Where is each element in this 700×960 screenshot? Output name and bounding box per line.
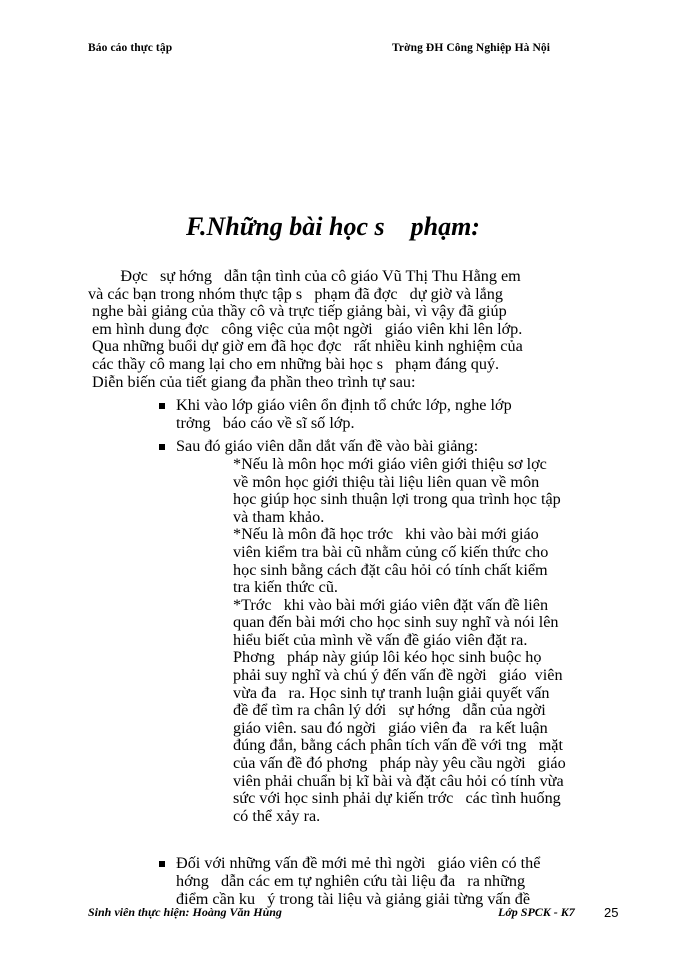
sub-item-line: của vấn đề đó phơng pháp này yêu cầu ngời giáo — [233, 754, 566, 773]
paragraph-line: Đợc sự hớng dẫn tận tình của cô giáo Vũ Thị Thu Hằng em — [88, 267, 521, 285]
page-number: 25 — [604, 905, 619, 920]
sub-item — [233, 456, 628, 526]
bullet-item — [88, 438, 628, 825]
bullet-line: Sau đó giáo viên dẫn dắt vấn đề vào bài giảng: — [176, 437, 479, 456]
header-left: Báo cáo thực tập — [88, 42, 173, 54]
paragraph-line: nghe bài giảng của thầy cô và trực tiếp giảng bài, vì vậy đã giúp — [88, 302, 507, 321]
paragraph-line: em hình dung đợc công việc của một ngời giáo viên khi lên lớp. — [88, 319, 523, 338]
bullet-line: Đối với những vấn đề mới mẻ thì ngời giáo viên có thể — [176, 854, 541, 873]
document-body — [88, 268, 628, 908]
bullet-line: hớng dẫn các em tự nghiên cứu tài liệu đa ra những — [176, 872, 526, 890]
sub-item-line: phải suy nghĩ và chú ý đến vấn đề ngời giáo viên — [233, 666, 563, 685]
sub-item-line: học giúp học sinh thuận lợi trong qua trình học tập — [233, 490, 561, 509]
paragraph-line: các thầy cô mang lại cho em những bài học s phạm đáng quý. — [88, 354, 500, 373]
sub-item — [233, 526, 628, 596]
sub-item-line: *Nếu là môn học mới giáo viên giới thiệu sơ lợc — [233, 454, 547, 473]
sub-item-line: về môn học giới thiệu tài liệu liên quan về môn — [233, 472, 540, 491]
sub-item-line: có thể xảy ra. — [233, 806, 321, 825]
section-title: F.Những bài học s phạm: — [186, 212, 480, 241]
sub-item-line: giáo viên. sau đó ngời giáo viên đa ra kết luận — [233, 718, 548, 737]
footer-class: Lớp SPCK - K7 — [498, 905, 575, 919]
bullet-line: trởng báo cáo về sĩ số lớp. — [176, 413, 355, 432]
sub-item-line: sức với học sinh phải dự kiến trớc các tình huống — [233, 789, 561, 808]
sub-item-line: và tham khảo. — [233, 507, 325, 526]
sub-item-line: đề để tìm ra chân lý dới sự hớng dẫn của ngời — [233, 701, 546, 720]
sub-item-line: học sinh bằng cách đặt câu hỏi có tính chất kiểm — [233, 560, 548, 579]
sub-item-line: quan đến bài mới cho học sinh suy nghĩ và nói lên — [233, 613, 559, 632]
bullet-line: Khi vào lớp giáo viên ổn định tổ chức lớp, nghe lớp — [176, 396, 512, 415]
sub-item — [233, 597, 628, 826]
sub-item-line: tra kiến thức cũ. — [233, 578, 338, 597]
sub-item-line: viên phải chuẩn bị kĩ bài và đặt câu hỏi có tính vừa — [233, 771, 564, 790]
sub-item-line: Phơng pháp này giúp lôi kéo học sinh buộc họ — [233, 648, 542, 667]
bullet-square-icon — [159, 403, 165, 409]
sub-item-line: đúng đắn, bằng cách phân tích vấn đề với tng mặt — [233, 736, 563, 755]
bullet-item — [88, 397, 628, 432]
paragraph-line: Qua những buổi dự giờ em đã học đợc rất nhiều kinh nghiệm của — [88, 337, 523, 356]
sub-item-line: hiểu biết của mình về vấn đề giáo viên đặt ra. — [233, 630, 528, 649]
bullet-square-icon — [159, 444, 165, 450]
intro-paragraph — [88, 268, 628, 391]
sub-item-line: viên kiểm tra bài cũ nhằm củng cố kiến thức cho — [233, 542, 549, 561]
bullet-line: điểm cần ku ý trong tài liệu và giảng giải từng vấn đề — [176, 889, 531, 908]
bullet-item — [88, 855, 628, 908]
sub-item-line: vừa đa ra. Học sinh tự tranh luận giải quyết vấn — [233, 683, 550, 702]
paragraph-line: và các bạn trong nhóm thực tập s phạm đã đợc dự giờ và lắng — [88, 284, 503, 303]
header-right: Trờng ĐH Công Nghiệp Hà Nội — [392, 42, 551, 54]
sub-item-line: *Nếu là môn đã học trớc khi vào bài mới giáo — [233, 525, 539, 544]
bullet-square-icon — [159, 861, 165, 867]
footer-student: Sinh viên thực hiện: Hoàng Văn Hùng — [88, 905, 282, 919]
sub-item-line: *Trớc khi vào bài mới giáo viên đặt vấn đề liên — [233, 595, 549, 614]
paragraph-line: Diễn biến của tiết giang đa phần theo trình tự sau: — [88, 372, 416, 391]
